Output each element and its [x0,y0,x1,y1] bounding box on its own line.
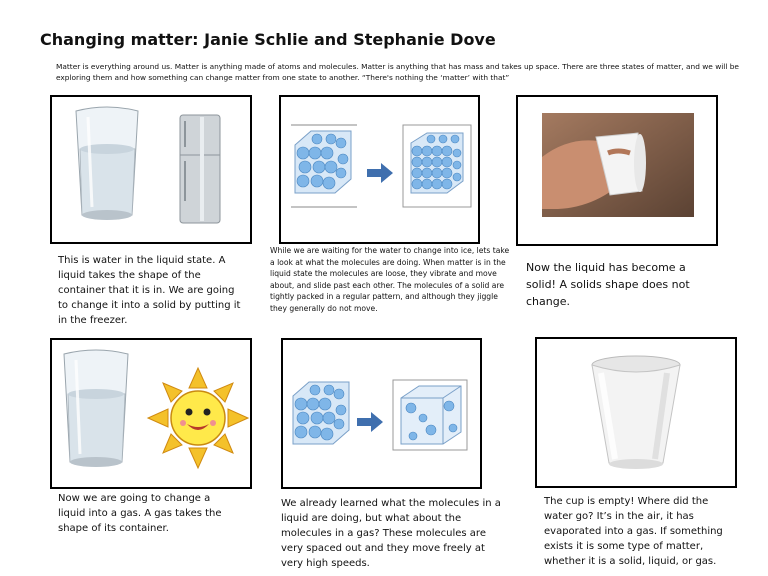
panel-liquid-image [50,95,252,244]
intro-text: Matter is everything around us. Matter is anything made of atoms and molecules. Matter is anything that has mass and takes up space. There are three states of matter, and we will be exploring them and how something can change matter from one state to another. “There's nothing the ‘matter’ with that” [56,62,739,82]
arrow-right-icon [367,163,393,183]
arrow-right-icon [357,412,383,432]
page-title: Changing matter: Janie Schlie and Stephanie Dove [40,30,496,49]
caption-molecules-solid: While we are waiting for the water to change into ice, lets take a look at what the molecules are doing. When matter is in the liquid state the molecules are loose, they vibrate and move about, and slide past each other. The molecules of a solid are tightly packed in a regular pattern, and although they jiggle they generally do not move. [270,246,510,313]
caption-solid: Now the liquid has become a solid! A solids shape does not change. [526,261,690,308]
caption-molecules-gas: We already learned what the molecules in a liquid are doing, but what about the molecules in a gas? These molecules are very spaced out and they move freely at very high speeds. [281,498,501,569]
frozen-cup-photo [518,97,716,244]
panel-gas-image [50,338,252,489]
sun-icon [148,368,248,468]
gas-molecule-diagram [283,340,480,487]
caption-liquid: This is water in the liquid state. A liquid takes the shape of the container that it is in. We are going to change it into a solid by putting it in the freezer. [58,255,241,326]
refrigerator-icon [180,115,220,223]
molecule-cube-icon [293,382,349,444]
molecule-cube-icon [411,133,463,193]
panel-empty-cup [535,337,737,488]
water-glass-icon [64,350,128,467]
solid-molecule-diagram [281,97,478,242]
cup-icon [592,356,680,469]
caption-gas-intro: Now we are going to change a liquid into a gas. A gas takes the shape of its container. [58,493,222,534]
molecule-cube-icon [295,131,351,193]
caption-evaporated: The cup is empty! Where did the water go? It’s in the air, it has evaporated into a gas. If something exists it is some type of matter, whether it is a solid, liquid, or gas. [544,496,723,567]
molecule-cube-icon [401,386,461,444]
panel-solid-molecules [279,95,480,244]
panel-solid-image [516,95,718,246]
water-glass-icon [76,107,138,220]
panel-gas-molecules [281,338,482,489]
